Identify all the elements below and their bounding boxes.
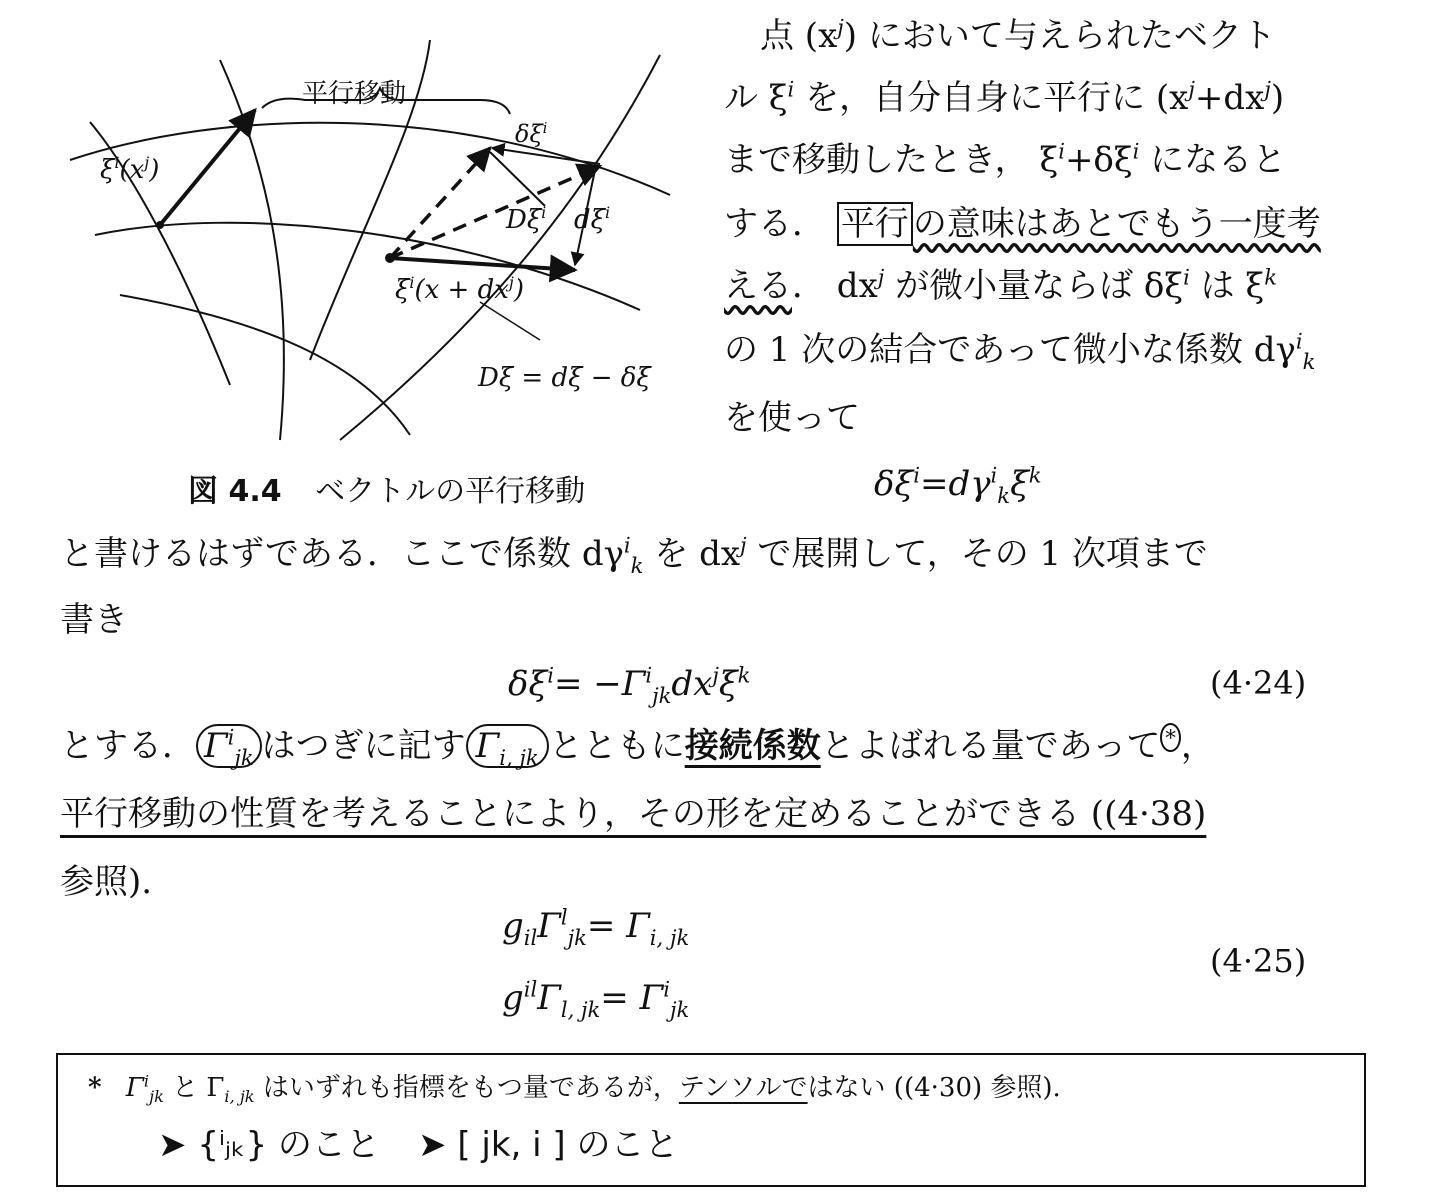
circled-gamma-upper: $\Gamma^i_{jk}$ [196,724,262,768]
right-line-1: 点 $(x^j)$ において与えられたベクト [760,14,1276,56]
wavy-underlined-text: の意味はあとでもう一度考 [912,204,1321,244]
equation-number-4-24: (4·24) [1210,664,1307,702]
right-line-6: の 1 次の結合であって微小な係数 $d\gamma^i_k$ [724,328,1316,374]
label-D-xi: $D\xi^i$ [506,203,547,235]
equation-4-25-row-2: $g^{il}\Gamma_{l, jk}= \Gamma^i_{jk}$ [502,976,690,1022]
equation-4-24: $\delta\xi^i= -\Gamma^i_{jk}dx^j\xi^k$ [508,662,751,708]
label-parallel-move: 平行移動 [302,79,407,109]
boxed-heiko: 平行 [837,202,913,246]
right-line-4: する． 平行 の意味はあとでもう一度考 [724,204,1321,244]
wavy-underlined-eru: える [724,266,792,306]
figure-4-4 [40,30,700,450]
bold-term: 接続係数 [684,726,821,766]
para2-line-2: 平行移動の性質を考えることにより，その形を定めることができる ((4·38) [60,794,1207,834]
right-line-3: まで移動したとき， $\xi^i+\delta\xi^i$ になると [724,138,1287,180]
figure-caption [188,466,585,510]
point-xj [156,221,164,229]
label-dxi-top: $\delta\xi^i$ [515,119,548,148]
label-xi-xdx: $\xi^i(x + dx^j)$ [395,273,525,305]
label-d-xi: $d\xi^i$ [574,203,611,235]
hand-arrow-icon: ➤ [418,1125,447,1165]
footnote-marker: * [1160,723,1181,752]
para1-line-1: と書けるはずである．ここで係数 $d\gamma^i_k$ を $dx^j$ で展開して，その 1 次項まで [60,532,1208,578]
equation-number-4-25: (4·25) [1210,942,1307,980]
grid-curve [120,295,410,435]
equation-unnumbered: $\delta\xi^i=d\gamma^i_k\xi^k$ [874,462,1042,508]
caption-label: 図 4.4 [188,474,282,509]
handwritten-note-1: ➤ {ⁱⱼₖ} のこと [158,1125,380,1165]
grid-curve [70,123,670,195]
label-xi-xj: $\xi^i(x^j)$ [100,153,160,185]
pointer-line [480,302,540,340]
label-relation: Dξ = dξ − δξ [478,363,651,393]
circled-gamma-lower: $\Gamma_{i, jk}$ [466,724,549,768]
right-line-7: を使って [724,398,860,438]
caption-text: ベクトルの平行移動 [315,474,586,509]
arrow-D-xi [490,152,545,206]
para2-line-3: 参照). [60,862,153,902]
dashed-vector-1 [390,148,490,258]
right-line-5: える． $dx^j$ が微小量ならば $\delta\xi^i$ は $\xi^k$ [724,264,1277,306]
footnote-line: * $\Gamma^i_{jk}$ と $\Gamma_{i, jk}$ はいずれも指標をもつ量であるが，テンソルではない ((4·30) 参照). [88,1071,1061,1107]
right-line-2: ル $\xi^i$ を，自分自身に平行に $(x^j+dx^j)$ [724,76,1285,118]
vector-xi-xdx [390,258,575,270]
dashed-vector-2 [390,166,600,258]
vector-xi-xj [160,110,255,225]
hand-arrow-icon: ➤ [158,1125,187,1165]
equation-4-25-row-1: $g_{il}\Gamma^l_{jk}= \Gamma_{i, jk}$ [502,904,690,950]
handwritten-note-2: ➤ [ jk, i ] のこと [418,1125,679,1165]
para2-line-1: とする． $\Gamma^i_{jk}$ はつぎに記す $\Gamma_{i, jk}$ とともに接続係数とよばれる量であって * ， [60,724,1215,770]
footnote-box [56,1053,1366,1187]
para1-line-2: 書き [60,600,128,640]
